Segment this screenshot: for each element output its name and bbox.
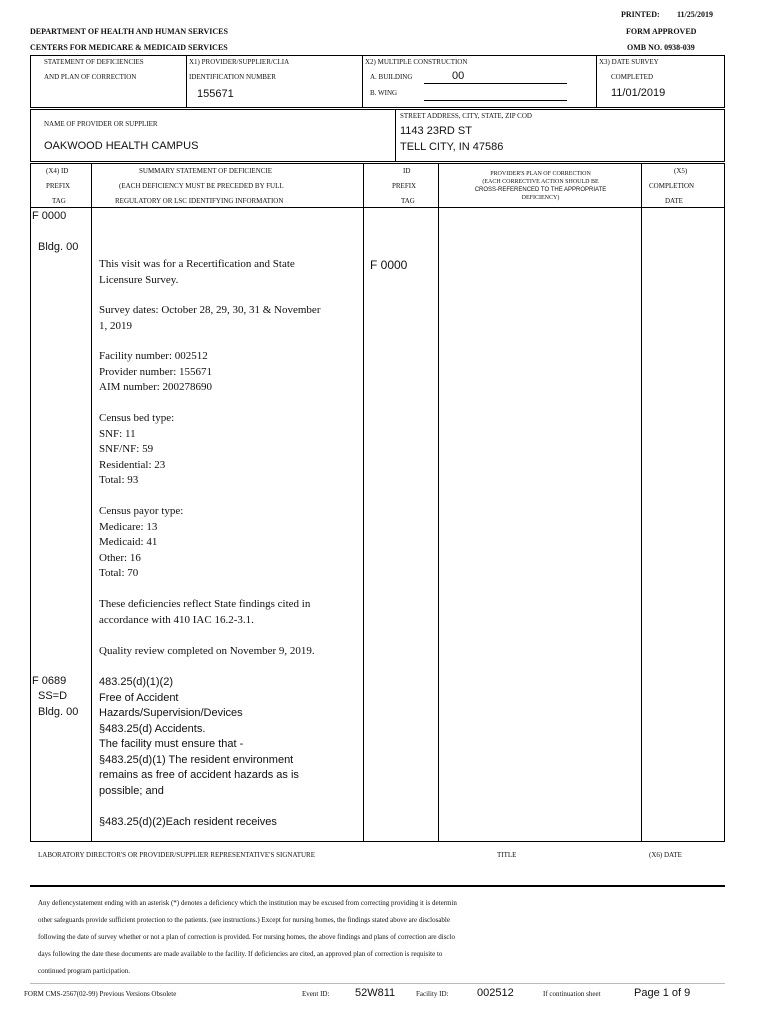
printed-date: 11/25/2019 xyxy=(677,10,714,19)
building-label: A. BUILDING xyxy=(370,73,413,81)
completed-label: COMPLETED xyxy=(611,73,653,81)
plan-instruction-2: CROSS-REFERENCED TO THE APPROPRIATE xyxy=(474,187,607,193)
summary-state-findings: These deficiencies reflect State findings cited in accordance with 410 IAC 16.2-3.1. xyxy=(99,598,311,626)
summary-quality-review: Quality review completed on November 9, 2019. xyxy=(99,645,315,657)
plan-of-correction-header: PROVIDER'S PLAN OF CORRECTION xyxy=(490,171,591,177)
plan-instruction-3: DEFICIENCY) xyxy=(521,195,560,201)
title-label: TITLE xyxy=(497,851,517,859)
centers-title: CENTERS FOR MEDICARE & MEDICAID SERVICES xyxy=(30,43,228,52)
department-title: DEPARTMENT OF HEALTH AND HUMAN SERVICES xyxy=(30,27,228,36)
city-state-zip: TELL CITY, IN 47586 xyxy=(400,141,504,153)
signature-label: LABORATORY DIRECTOR'S OR PROVIDER/SUPPLIER REPRESENTATIVE'S SIGNATURE xyxy=(38,851,316,859)
provider-clia-label: X1) PROVIDER/SUPPLIER/CLIA xyxy=(189,58,290,66)
provider-name-label: NAME OF PROVIDER OR SUPPLIER xyxy=(44,120,158,128)
event-id-label: Event ID: xyxy=(302,990,330,998)
identification-number-label: IDENTIFICATION NUMBER xyxy=(189,73,276,81)
date-survey-label: X3) DATE SURVEY xyxy=(599,58,659,66)
statement-label: STATEMENT OF DEFICIENCIES xyxy=(44,58,144,66)
summary-statement-label: SUMMARY STATEMENT OF DEFICIENCIE xyxy=(139,167,273,175)
continuation-sheet-label: If continuation sheet xyxy=(543,990,601,998)
id-tag-label: TAG xyxy=(401,197,415,205)
id-prefix-label: PREFIX xyxy=(392,182,417,190)
summary-instruction-2: REGULATORY OR LSC IDENTIFYING INFORMATION xyxy=(115,197,284,205)
event-id: 52W811 xyxy=(355,987,396,999)
summary-census-payor: Census payor type: Medicare: 13 Medicaid: 41 Other: 16 Total: 70 xyxy=(99,505,184,579)
survey-completed-date: 11/01/2019 xyxy=(611,87,666,99)
summary-paragraph-visit: This visit was for a Recertification and State Licensure Survey. xyxy=(99,258,295,286)
plan-of-correction-label: AND PLAN OF CORRECTION xyxy=(44,73,137,81)
prefix-bldg-2: Bldg. 00 xyxy=(38,706,79,718)
multiple-construction-label: X2) MULTIPLE CONSTRUCTION xyxy=(365,58,468,66)
summary-paragraph-numbers: Facility number: 002512 Provider number: 155671 AIM number: 200278690 xyxy=(99,350,213,393)
plan-instruction-1: (EACH CORRECTIVE ACTION SHOULD BE xyxy=(482,179,599,185)
summary-instruction-1: (EACH DEFICIENCY MUST BE PRECEDED BY FULL xyxy=(119,182,284,190)
street-address-label: STREET ADDRESS, CITY, STATE, ZIP COD xyxy=(400,112,532,120)
severity-scope: SS=D xyxy=(38,690,68,702)
facility-id-label: Facility ID: xyxy=(416,990,449,998)
street-address: 1143 23RD ST xyxy=(400,125,472,137)
x4-prefix-label: PREFIX xyxy=(46,182,71,190)
summary-regulation-f0689: 483.25(d)(1)(2) Free of Accident Hazards/Supervision/Devices §483.25(d) Accidents. The facility must ensure that - §483.25(d)(1) The resident environment remains as free of accident hazards as is possible; and §483.25(d)(2)Each resident receives xyxy=(99,676,299,828)
summary-paragraph-dates: Survey dates: October 28, 29, 30, 31 & November 1, 2019 xyxy=(99,304,321,332)
id-label: ID xyxy=(403,167,411,175)
page-number: Page 1 of 9 xyxy=(634,987,691,999)
identification-number: 155671 xyxy=(197,88,234,100)
prefix-bldg-1: Bldg. 00 xyxy=(38,241,79,253)
building-value: 00 xyxy=(452,70,465,82)
summary-census-bed: Census bed type: SNF: 11 SNF/NF: 59 Residential: 23 Total: 93 xyxy=(99,412,175,486)
date-label: DATE xyxy=(665,197,683,205)
prefix-tag-f0000: F 0000 xyxy=(32,210,67,222)
printed-label: PRINTED: xyxy=(621,10,660,19)
disclosure-footnote: Any defiencystatement ending with an asterisk (*) denotes a deficiency which the institution may be excused from correcting providing it is determin other safeguards provide sufficient protection to the patients. (see instructions.) Except for nursing homes, the findings stated above are disclosable following the date of survey whether or not a plan of correction is provided. For nursing homes, the above findings and plans of correction are disclo days following the date these documents are made available to the facility. If deficiencies are cited, an approved plan of correction is requisite to continued program participation. xyxy=(38,899,457,975)
completion-label: COMPLETION xyxy=(649,182,695,190)
signature-date-label: (X6) DATE xyxy=(649,851,682,859)
wing-label: B. WING xyxy=(370,89,398,97)
id-prefix-tag-f0000: F 0000 xyxy=(370,258,408,272)
form-number: FORM CMS-2567(02-99) Previous Versions Obsolete xyxy=(24,990,177,998)
facility-id: 002512 xyxy=(477,987,514,999)
x5-label: (X5) xyxy=(674,167,688,175)
x4-tag-label: TAG xyxy=(52,197,66,205)
x4-id-label: (X4) ID xyxy=(46,167,69,175)
provider-name: OAKWOOD HEALTH CAMPUS xyxy=(44,140,199,152)
omb-number: OMB NO. 0938-039 xyxy=(627,43,695,52)
prefix-tag-f0689: F 0689 xyxy=(32,675,67,687)
form-approved: FORM APPROVED xyxy=(626,27,697,36)
